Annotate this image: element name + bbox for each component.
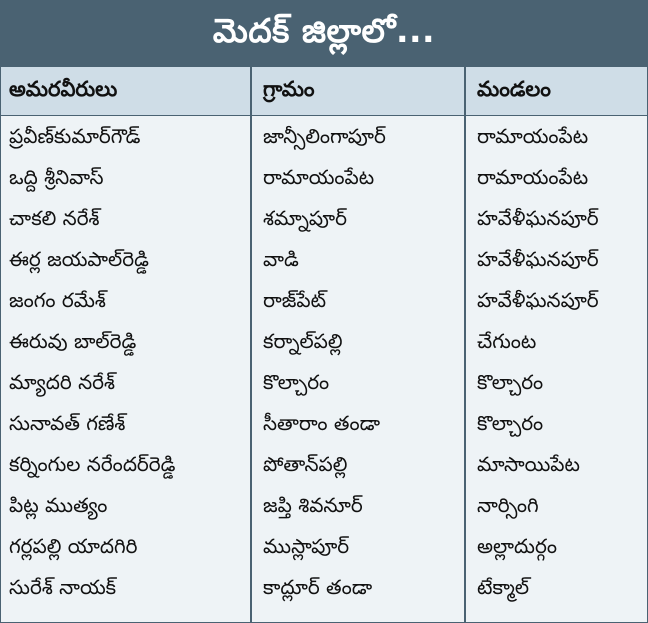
village-cell: రామాయంపేట (263, 165, 375, 189)
village-cell: కాద్లూర్ తండా (263, 575, 373, 599)
title-bar (1, 1, 647, 67)
martyr-name-cell: ఈర్ల జయపాల్‌రెడ్డి (9, 247, 149, 271)
table-row (1, 363, 647, 404)
martyr-name-cell: మ్యాదరి నరేశ్ (9, 370, 115, 394)
header-martyrs: అమరవీరులు (9, 77, 118, 101)
village-cell: పోతాన్‌పల్లి (263, 452, 348, 476)
table-row (1, 117, 647, 158)
mandal-cell: అల్లాదుర్గం (477, 534, 557, 558)
village-cell: శమ్నాపూర్ (263, 206, 347, 230)
village-cell: ముస్లాపూర్ (263, 534, 350, 558)
martyr-name-cell: జంగం రమేశ్ (9, 288, 106, 312)
header-mandal: మండలం (477, 77, 551, 101)
mandal-cell: టేక్మాల్ (477, 575, 530, 599)
table-row (1, 445, 647, 486)
table-title: మెదక్ జిల్లాలో... (212, 10, 436, 50)
martyr-name-cell: ఈరువు బాల్‌రెడ్డి (9, 329, 137, 353)
martyr-name-cell: ప్రవీణ్‌కుమార్‌గౌడ్ (9, 124, 141, 148)
table-row (1, 240, 647, 281)
mandal-cell: రామాయంపేట (477, 124, 589, 148)
martyr-name-cell: పిట్ల ముత్యం (9, 493, 108, 517)
mandal-cell: హవేళీఘనపూర్ (477, 206, 599, 230)
martyr-name-cell: సురేశ్ నాయక్ (9, 575, 117, 599)
table-row (1, 199, 647, 240)
mandal-cell: హవేళీఘనపూర్ (477, 247, 599, 271)
table-row (1, 322, 647, 363)
martyr-name-cell: ఒద్ది శ్రీనివాస్ (9, 165, 104, 189)
village-cell: కర్నాల్‌పల్లి (263, 329, 343, 353)
table-row (1, 404, 647, 445)
mandal-cell: కొల్చారం (477, 411, 544, 435)
mandal-cell: కొల్చారం (477, 370, 544, 394)
table-row (1, 568, 647, 609)
table-row (1, 527, 647, 568)
martyr-name-cell: గర్లపల్లి యాదగిరి (9, 534, 138, 558)
village-cell: కొల్చారం (263, 370, 330, 394)
martyr-name-cell: చాకలి నరేశ్ (9, 206, 100, 230)
table-row (1, 158, 647, 199)
village-cell: జప్తి శివనూర్ (263, 493, 363, 517)
village-cell: జాన్సీలింగాపూర్ (263, 124, 386, 148)
martyr-name-cell: కర్నింగుల నరేందర్‌రెడ్డి (9, 452, 176, 476)
mandal-cell: చేగుంట (477, 329, 537, 353)
mandal-cell: రామాయంపేట (477, 165, 589, 189)
village-cell: రాజ్‌పేట్ (263, 288, 327, 312)
header-village: గ్రామం (263, 77, 315, 101)
village-cell: సీతారాం తండా (263, 411, 381, 435)
table-row (1, 281, 647, 322)
table-row (1, 486, 647, 527)
mandal-cell: నార్సింగి (477, 493, 539, 517)
village-cell: వాడి (263, 247, 299, 271)
mandal-cell: హవేళీఘనపూర్ (477, 288, 599, 312)
martyr-name-cell: సునావత్ గణేశ్ (9, 411, 126, 435)
mandal-cell: మాసాయిపేట (477, 452, 580, 476)
